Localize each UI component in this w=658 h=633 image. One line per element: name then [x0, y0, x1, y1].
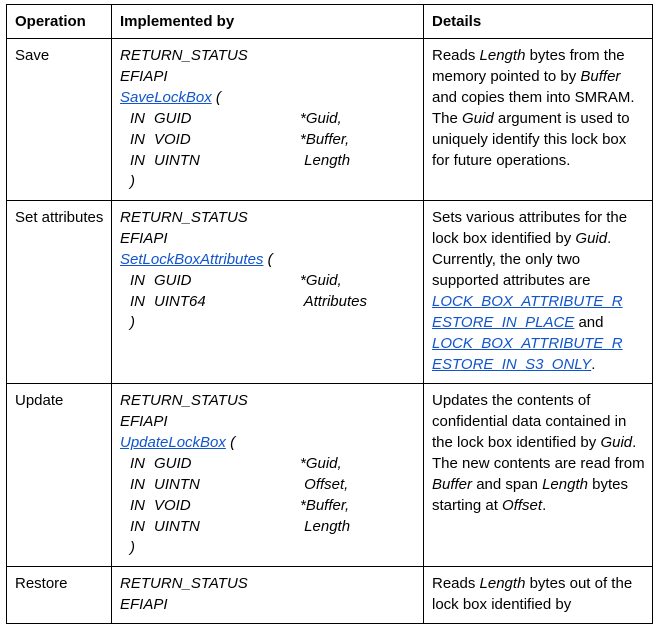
details-text: Reads: [432, 47, 480, 64]
parameter-type: VOID: [154, 131, 191, 148]
parameter-direction: IN: [130, 110, 145, 127]
parameter-line: [120, 129, 417, 150]
return-type: RETURN_STATUS: [120, 209, 248, 226]
table-header-row: [7, 5, 653, 39]
calling-convention: EFIAPI: [120, 68, 168, 85]
parameter-line: [120, 516, 417, 537]
open-paren: (: [211, 89, 221, 106]
details-cell: [424, 201, 653, 384]
parameter-direction: IN: [130, 272, 145, 289]
details-text: .: [591, 356, 596, 373]
parameter-direction: IN: [130, 293, 145, 310]
parameter-name: *Guid,: [300, 455, 342, 472]
details-emphasis: Offset: [502, 497, 543, 514]
details-emphasis: Buffer: [432, 476, 473, 493]
attribute-link[interactable]: LOCK_BOX_ATTRIBUTE_R ESTORE_IN_PLACE: [432, 293, 623, 331]
signature-cell: [112, 567, 424, 624]
details-emphasis: Length: [479, 575, 526, 592]
details-text: and span: [472, 476, 543, 493]
open-paren: (: [263, 251, 273, 268]
operation-cell: Restore: [7, 567, 112, 624]
return-type: RETURN_STATUS: [120, 47, 248, 64]
details-cell: [424, 39, 653, 201]
calling-convention: EFIAPI: [120, 413, 168, 430]
parameter-line: [120, 291, 417, 312]
details-text: Reads: [432, 575, 480, 592]
parameter-name: Length: [300, 518, 351, 535]
details-emphasis: Buffer: [580, 68, 621, 85]
return-type: RETURN_STATUS: [120, 575, 248, 592]
parameter-type: GUID: [154, 272, 192, 289]
parameter-line: [120, 150, 417, 171]
details-emphasis: Length: [479, 47, 526, 64]
return-type: RETURN_STATUS: [120, 392, 248, 409]
parameter-direction: IN: [130, 455, 145, 472]
details-text: . The new contents are read from: [432, 434, 645, 472]
header-details: Details: [424, 5, 653, 39]
signature-cell: [112, 201, 424, 384]
close-paren: ): [130, 173, 135, 190]
parameter-line: [120, 474, 417, 495]
parameter-direction: IN: [130, 497, 145, 514]
parameter-direction: IN: [130, 131, 145, 148]
parameter-line: [120, 495, 417, 516]
details-text: bytes from the memory pointed to by: [432, 47, 625, 85]
table-row: [7, 39, 653, 201]
parameter-name: Offset,: [300, 476, 349, 493]
signature-cell: [112, 39, 424, 201]
parameter-type: GUID: [154, 110, 192, 127]
open-paren: (: [225, 434, 236, 451]
function-line: [120, 432, 417, 453]
details-text: bytes starting at: [432, 476, 629, 514]
operation-cell: Save: [7, 39, 112, 201]
parameter-type: UINT64: [154, 293, 206, 310]
details-text: bytes out of the lock box identified by: [432, 575, 633, 613]
parameter-name: Attributes: [300, 293, 367, 310]
header-operation: Operation: [7, 5, 112, 39]
parameter-type: UINTN: [154, 518, 200, 535]
parameter-name: *Guid,: [300, 272, 342, 289]
parameter-name: *Buffer,: [300, 497, 350, 514]
details-text: and: [574, 314, 604, 331]
parameter-direction: IN: [130, 518, 145, 535]
operation-cell: Set attributes: [7, 201, 112, 384]
close-paren: ): [130, 314, 135, 331]
header-implemented-by: Implemented by: [112, 5, 424, 39]
details-text: argument is used to uniquely identify this lock box for future operations.: [432, 110, 630, 169]
table-row: [7, 384, 653, 567]
function-line: [120, 87, 417, 108]
parameter-line: [120, 453, 417, 474]
function-line: [120, 249, 417, 270]
close-paren: ): [130, 539, 135, 556]
calling-convention: EFIAPI: [120, 596, 168, 613]
details-emphasis: Guid: [462, 110, 494, 127]
parameter-type: UINTN: [154, 476, 200, 493]
details-emphasis: Length: [542, 476, 588, 493]
parameter-name: *Guid,: [300, 110, 342, 127]
parameter-type: GUID: [154, 455, 192, 472]
parameter-type: VOID: [154, 497, 191, 514]
details-cell: [424, 384, 653, 567]
details-cell: [424, 567, 653, 624]
parameter-direction: IN: [130, 152, 145, 169]
parameter-name: Length: [300, 152, 351, 169]
parameter-type: UINTN: [154, 152, 200, 169]
parameter-direction: IN: [130, 476, 145, 493]
parameter-line: [120, 108, 417, 129]
parameter-line: [120, 270, 417, 291]
details-text: . Currently, the only two supported attributes are: [432, 230, 612, 289]
function-name-link[interactable]: SaveLockBox: [120, 89, 212, 106]
calling-convention: EFIAPI: [120, 230, 168, 247]
details-emphasis: Guid: [575, 230, 608, 247]
function-name-link[interactable]: UpdateLockBox: [120, 434, 226, 451]
details-text: .: [542, 497, 547, 514]
details-text: Updates the contents of confidential data contained in the lock box identified by: [432, 392, 627, 451]
function-name-link[interactable]: SetLockBoxAttributes: [120, 251, 264, 268]
attribute-link[interactable]: LOCK_BOX_ATTRIBUTE_R ESTORE_IN_S3_ONLY: [432, 335, 623, 373]
details-text: Sets various attributes for the lock box identified by: [432, 209, 628, 247]
details-text: and copies them into SMRAM. The: [432, 89, 635, 127]
operation-cell: Update: [7, 384, 112, 567]
details-emphasis: Guid: [600, 434, 633, 451]
table-row: [7, 567, 653, 624]
table-body: [7, 39, 653, 624]
table-row: [7, 201, 653, 384]
signature-cell: [112, 384, 424, 567]
parameter-name: *Buffer,: [300, 131, 350, 148]
lockbox-operations-table: [6, 4, 653, 624]
